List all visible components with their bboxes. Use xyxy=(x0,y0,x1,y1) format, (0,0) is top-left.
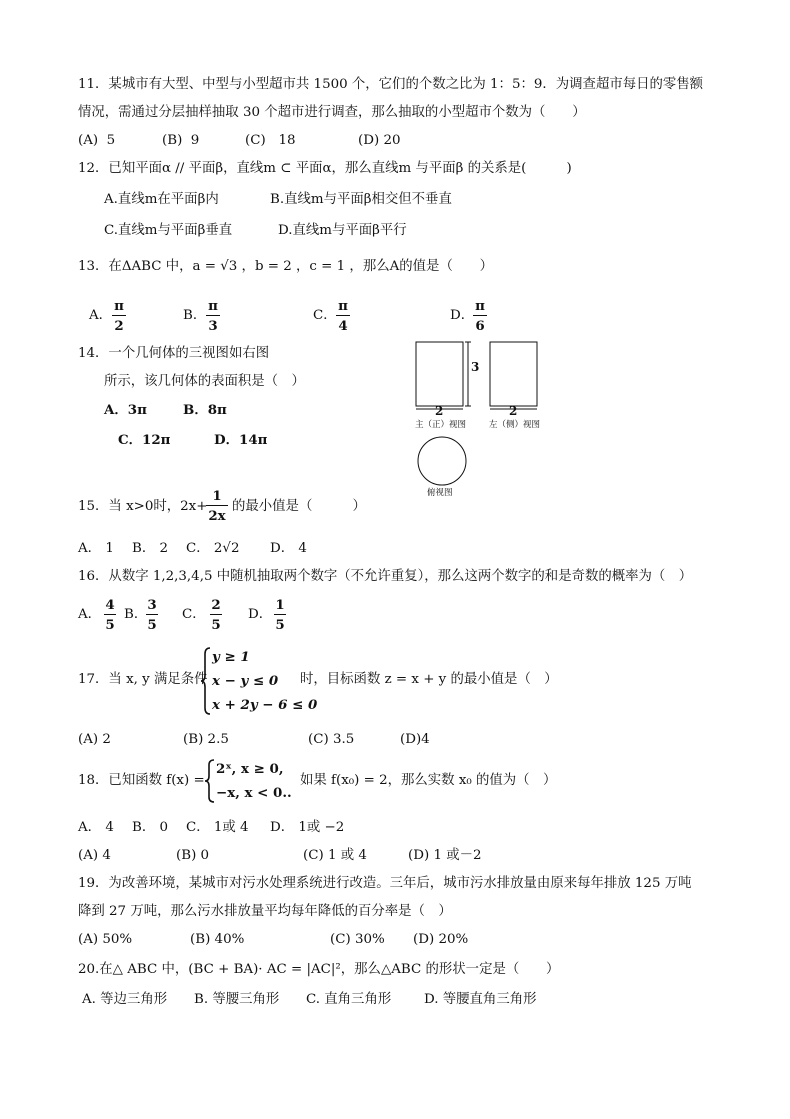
three-view-figure xyxy=(405,325,565,505)
q15-post: 的最小值是（ ） xyxy=(232,499,366,514)
q11-option-b: (B) 9 xyxy=(162,133,200,148)
q17-option-b: (B) 2.5 xyxy=(183,732,229,747)
q12-option-c: C.直线m与平面β垂直 xyxy=(104,223,233,238)
q18-option-a: A． 4 xyxy=(78,820,114,835)
q16-option-a-numerator: 4 xyxy=(105,597,115,613)
q16-option-c-letter: C． xyxy=(182,607,206,622)
q14-option-b: B．8π xyxy=(183,402,227,418)
q13-option-b-letter: B． xyxy=(183,308,207,323)
q15-frac-numerator: 1 xyxy=(206,487,228,506)
q15-frac-denominator: 2x xyxy=(208,508,226,524)
side-view-rect xyxy=(490,342,537,406)
q12-stem: 12．已知平面α // 平面β，直线m ⊂ 平面α，那么直线m 与平面β 的关系是( ) xyxy=(78,161,572,176)
q17-brace xyxy=(200,646,212,716)
q12-option-b: B.直线m与平面β相交但不垂直 xyxy=(270,192,452,207)
q13-option-c-denominator: 4 xyxy=(338,318,348,334)
q18-option-d: D． 1或 −2 xyxy=(270,820,345,835)
q16-option-d-denominator: 5 xyxy=(275,617,285,633)
q17-pre: 17．当 x, y 满足条件 xyxy=(78,672,208,687)
side-width-label: 2 xyxy=(509,404,518,418)
q18-option-b: B． 0 xyxy=(132,820,169,835)
q20-stem: 20.在△ ABC 中，(BC + BA)· AC = |AC|²，那么△ABC 的形状一定是（ ） xyxy=(78,962,560,977)
q15-option-a: A． 1 xyxy=(78,541,114,556)
q14-line2: 所示，该几何体的表面积是（ ） xyxy=(104,374,305,389)
q13-option-a-letter: A． xyxy=(89,308,113,323)
q18-case-2: −x, x < 0.. xyxy=(216,785,292,801)
q17-constraint-2: x − y ≤ 0 xyxy=(212,673,279,689)
front-height-label: 3 xyxy=(471,360,480,374)
front-view-label: 主（正）视图 xyxy=(415,420,467,430)
q16-option-b-denominator: 5 xyxy=(147,617,157,633)
q11-option-a: (A) 5 xyxy=(78,133,116,148)
q13-option-d-numerator: π xyxy=(473,297,487,316)
q16-option-b-numerator: 3 xyxy=(147,597,157,613)
q15-pre: 15．当 x>0时，2x+ xyxy=(78,499,208,514)
q19-line2: 降到 27 万吨，那么污水排放量平均每年降低的百分率是（ ） xyxy=(78,904,452,919)
q13-option-d-letter: D． xyxy=(450,308,475,323)
q16-stem: 16．从数字 1,2,3,4,5 中随机抽取两个数字（不允许重复），那么这两个数字的和是奇数的概率为（ ） xyxy=(78,569,693,584)
q13-stem: 13．在ΔABC 中，a = √3 ，b = 2 ，c = 1 ，那么A的值是（ ） xyxy=(78,259,494,274)
q17-constraint-1: y ≥ 1 xyxy=(212,649,250,665)
q18-pre: 18．已知函数 f(x) = xyxy=(78,773,205,788)
q16-option-b-letter: B． xyxy=(124,607,148,622)
q16-option-a-letter: A． xyxy=(78,607,102,622)
q17-option-a: (A) 2 xyxy=(78,732,111,747)
q13-option-a-numerator: π xyxy=(112,297,126,316)
q15-option-d: D． 4 xyxy=(270,541,307,556)
q17-option-c: (C) 3.5 xyxy=(308,732,355,747)
q11-option-c: (C) 18 xyxy=(245,133,296,148)
side-view-label: 左（侧）视图 xyxy=(489,420,541,430)
q13-option-c-numerator: π xyxy=(336,297,350,316)
q18-brace xyxy=(204,758,216,804)
q17-post: 时，目标函数 z = x + y 的最小值是（ ） xyxy=(300,672,558,687)
q18-alt-option-b: (B) 0 xyxy=(176,848,210,863)
q20-option-b: B. 等腰三角形 xyxy=(194,992,280,1007)
q19-line1: 19．为改善环境，某城市对污水处理系统进行改造。三年后，城市污水排放量由原来每年排放 125 万吨 xyxy=(78,876,692,891)
q17-option-d: (D)4 xyxy=(400,732,430,747)
q16-option-a-denominator: 5 xyxy=(105,617,115,633)
q18-case-1: 2ˣ, x ≥ 0, xyxy=(216,761,284,777)
q16-option-c-numerator: 2 xyxy=(211,597,221,613)
q16-option-c-denominator: 5 xyxy=(211,617,221,633)
q19-option-d: (D) 20% xyxy=(413,932,469,947)
q18-alt-option-c: (C) 1 或 4 xyxy=(303,848,367,863)
q20-option-c: C. 直角三角形 xyxy=(306,992,392,1007)
top-view-circle xyxy=(418,437,466,485)
q13-option-c-letter: C． xyxy=(313,308,337,323)
q19-option-c: (C) 30% xyxy=(330,932,385,947)
q14-option-c: C．12π xyxy=(118,432,171,448)
q12-option-a: A.直线m在平面β内 xyxy=(104,192,219,207)
q14-option-a: A．3π xyxy=(104,402,147,418)
q20-option-d: D. 等腰直角三角形 xyxy=(424,992,537,1007)
q14-line1: 14．一个几何体的三视图如右图 xyxy=(78,346,270,361)
q12-option-d: D.直线m与平面β平行 xyxy=(278,223,407,238)
q13-option-b-denominator: 3 xyxy=(208,318,218,334)
front-width-label: 2 xyxy=(435,404,444,418)
q20-option-a: A. 等边三角形 xyxy=(82,992,168,1007)
q17-constraint-3: x + 2y − 6 ≤ 0 xyxy=(212,697,318,713)
q11-option-d: (D) 20 xyxy=(358,133,401,148)
q11-line1: 11．某城市有大型、中型与小型超市共 1500 个，它们的个数之比为 1：5：9．为调查超市每日的零售额 xyxy=(78,77,704,92)
q18-option-c: C． 1或 4 xyxy=(186,820,249,835)
q19-option-b: (B) 40% xyxy=(190,932,245,947)
front-view-rect xyxy=(416,342,463,406)
q13-option-b-numerator: π xyxy=(206,297,220,316)
q15-option-b: B． 2 xyxy=(132,541,169,556)
q11-line2: 情况，需通过分层抽样抽取 30 个超市进行调查，那么抽取的小型超市个数为（ ） xyxy=(78,105,586,120)
q16-option-d-letter: D． xyxy=(248,607,273,622)
q14-option-d: D．14π xyxy=(214,432,268,448)
q18-alt-option-a: (A) 4 xyxy=(78,848,111,863)
q18-post: 如果 f(x₀) = 2，那么实数 x₀ 的值为（ ） xyxy=(300,773,557,788)
q13-option-a-denominator: 2 xyxy=(114,318,124,334)
q15-option-c: C． 2√2 xyxy=(186,541,240,556)
q13-option-d-denominator: 6 xyxy=(475,318,485,334)
q16-option-d-numerator: 1 xyxy=(275,597,285,613)
q19-option-a: (A) 50% xyxy=(78,932,133,947)
top-view-label: 俯视图 xyxy=(427,488,453,498)
q18-alt-option-d: (D) 1 或－2 xyxy=(408,848,482,863)
